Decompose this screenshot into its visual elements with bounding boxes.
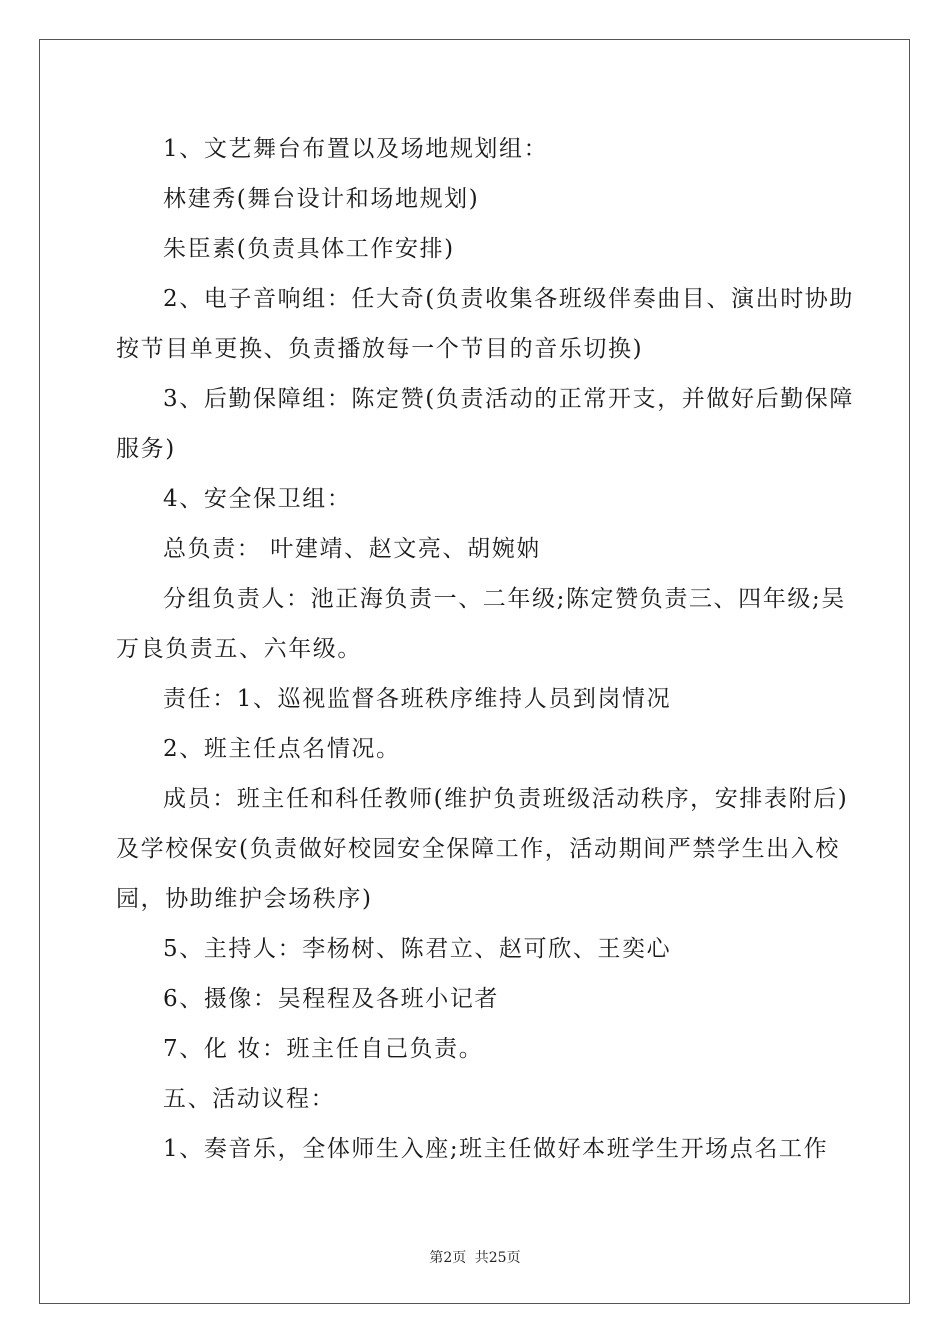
text-line: 五、活动议程： (163, 1086, 336, 1112)
text-line: 朱臣素(负责具体工作安排) (163, 236, 455, 262)
text-line: 成员：班主任和科任教师(维护负责班级活动秩序，安排表附后) (163, 786, 849, 812)
text-line: 按节目单更换、负责播放每一个节目的音乐切换) (116, 336, 644, 362)
text-line: 3、后勤保障组：陈定赞(负责活动的正常开支，并做好后勤保障 (163, 386, 855, 412)
text-line: 2、班主任点名情况。 (163, 736, 401, 762)
text-line: 责任：1、巡视监督各班秩序维持人员到岗情况 (163, 686, 672, 712)
page-number: 第2页 (429, 1250, 467, 1266)
text-line: 1、奏音乐，全体师生入座;班主任做好本班学生开场点名工作 (163, 1136, 829, 1162)
text-line: 总负责： 叶建靖、赵文亮、胡婉妠 (163, 536, 541, 562)
text-line: 及学校保安(负责做好校园安全保障工作，活动期间严禁学生出入校 (116, 836, 840, 862)
text-line: 林建秀(舞台设计和场地规划) (163, 186, 480, 212)
text-line: 1、文艺舞台布置以及场地规划组： (163, 136, 549, 162)
text-line: 6、摄像：吴程程及各班小记者 (163, 986, 500, 1012)
total-pages: 共25页 (474, 1250, 521, 1266)
text-line: 5、主持人：李杨树、陈君立、赵可欣、王奕心 (163, 936, 672, 962)
text-line: 服务) (116, 436, 176, 462)
page-footer (0, 1247, 950, 1267)
text-line: 2、电子音响组：任大奇(负责收集各班级伴奏曲目、演出时协助 (163, 286, 855, 312)
text-line: 园，协助维护会场秩序) (116, 886, 373, 912)
text-line: 万良负责五、六年级。 (116, 636, 362, 662)
text-line: 4、安全保卫组： (163, 486, 352, 512)
text-line: 分组负责人：池正海负责一、二年级;陈定赞负责三、四年级;吴 (163, 586, 846, 612)
text-line: 7、化 妆：班主任自己负责。 (163, 1036, 484, 1062)
document-body (116, 124, 855, 1174)
